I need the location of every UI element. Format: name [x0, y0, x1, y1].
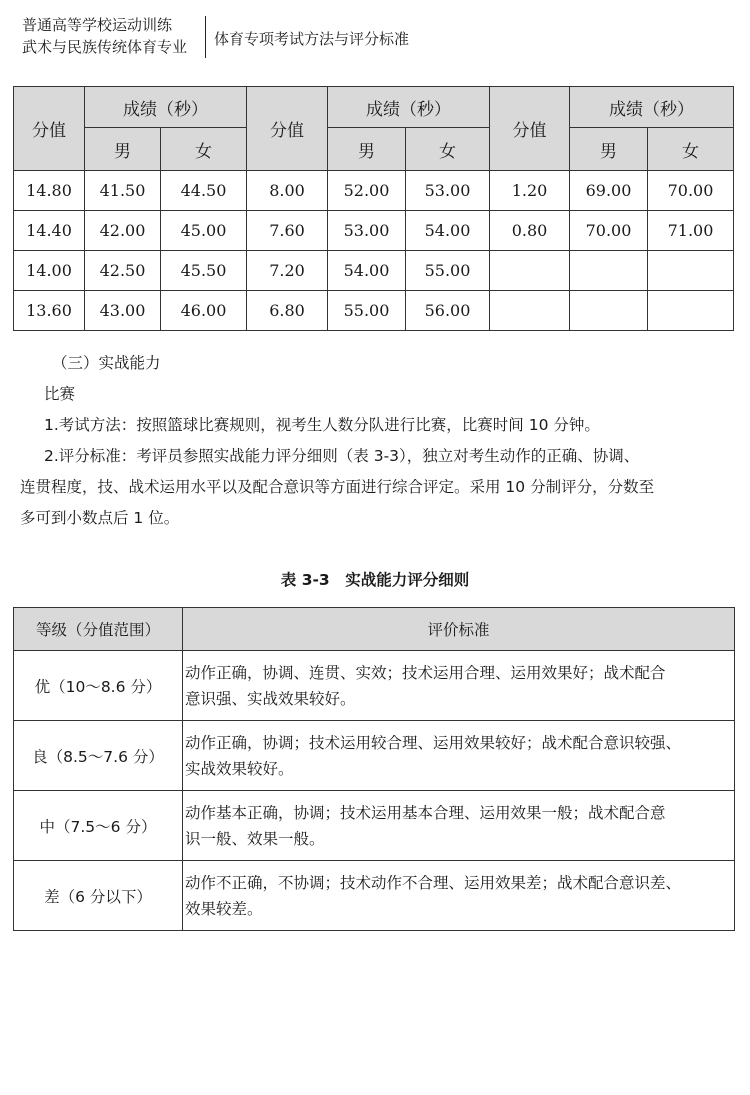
table-cell: 55.00: [406, 251, 490, 291]
header-result: 成绩（秒）: [85, 87, 247, 128]
header-female: 女: [406, 128, 490, 171]
standard-line: 动作正确，协调；技术运用较合理、运用效果较好；战术配合意识较强、: [185, 733, 682, 752]
table-cell: 7.60: [247, 211, 328, 251]
standard-line: 动作基本正确，协调；技术运用基本合理、运用效果一般；战术配合意: [185, 803, 666, 822]
table-cell: 55.00: [328, 291, 406, 331]
table-cell: 14.40: [14, 211, 85, 251]
table-cell: 43.00: [85, 291, 161, 331]
table-cell: [490, 251, 570, 291]
table-cell: 0.80: [490, 211, 570, 251]
table-cell: [570, 251, 648, 291]
section-heading: （三）实战能力: [52, 354, 161, 372]
page-header: [0, 0, 750, 68]
standard-cell: [183, 861, 735, 931]
book-series-title: [22, 14, 202, 58]
table-cell: 45.50: [161, 251, 247, 291]
standard-line: 效果较差。: [185, 899, 263, 918]
standard-cell: [183, 721, 735, 791]
evaluation-table: [13, 607, 735, 931]
table-cell: 52.00: [328, 171, 406, 211]
standard-line: 动作不正确，不协调；技术动作不合理、运用效果差；战术配合意识差、: [185, 873, 682, 892]
header-male: 男: [85, 128, 161, 171]
table-cell: [490, 291, 570, 331]
table-row: [14, 791, 735, 861]
header-male: 男: [328, 128, 406, 171]
table-cell: 41.50: [85, 171, 161, 211]
table-cell: 56.00: [406, 291, 490, 331]
criteria-paragraph-line: 连贯程度，技、战术运用水平以及配合意识等方面进行综合评定。采用 10 分制评分，分数至: [20, 478, 655, 496]
table-cell: [648, 251, 734, 291]
method-paragraph: 1.考试方法：按照篮球比赛规则，视考生人数分队进行比赛，比赛时间 10 分钟。: [44, 416, 600, 434]
table-cell: 14.00: [14, 251, 85, 291]
criteria-paragraph-line: 2.评分标准：考评员参照实战能力评分细则（表 3-3），独立对考生动作的正确、协调、: [44, 447, 640, 465]
table-cell: 53.00: [406, 171, 490, 211]
table-caption: 表 3-3 实战能力评分细则: [280, 571, 470, 589]
table-cell: 13.60: [14, 291, 85, 331]
table-row: [14, 171, 734, 211]
table-cell: 54.00: [328, 251, 406, 291]
level-cell: 良（8.5～7.6 分）: [14, 721, 183, 791]
criteria-paragraph-line: 多可到小数点后 1 位。: [20, 509, 180, 527]
table-cell: [570, 291, 648, 331]
table-cell: 1.20: [490, 171, 570, 211]
table-cell: 53.00: [328, 211, 406, 251]
chapter-title: 体育专项考试方法与评分标准: [214, 30, 410, 48]
standard-cell: [183, 791, 735, 861]
table-row: [14, 651, 735, 721]
table-row: [14, 721, 735, 791]
table-cell: 71.00: [648, 211, 734, 251]
table-cell: [648, 291, 734, 331]
header-female: 女: [648, 128, 734, 171]
level-cell: 优（10～8.6 分）: [14, 651, 183, 721]
table-cell: 70.00: [648, 171, 734, 211]
standard-line: 意识强、实战效果较好。: [185, 689, 356, 708]
header-male: 男: [570, 128, 648, 171]
table-cell: 42.50: [85, 251, 161, 291]
score-table: [13, 86, 734, 331]
table-cell: 69.00: [570, 171, 648, 211]
table-cell: 14.80: [14, 171, 85, 211]
table-cell: 54.00: [406, 211, 490, 251]
level-cell: 中（7.5～6 分）: [14, 791, 183, 861]
standard-line: 动作正确，协调、连贯、实效；技术运用合理、运用效果好；战术配合: [185, 663, 666, 682]
table-cell: 6.80: [247, 291, 328, 331]
header-score: 分值: [247, 87, 328, 171]
table-cell: 44.50: [161, 171, 247, 211]
header-result: 成绩（秒）: [328, 87, 490, 128]
header-standard: 评价标准: [183, 608, 735, 651]
table-cell: 7.20: [247, 251, 328, 291]
header-score: 分值: [490, 87, 570, 171]
table-cell: 46.00: [161, 291, 247, 331]
section-subheading: 比赛: [44, 385, 76, 403]
table-cell: 8.00: [247, 171, 328, 211]
table-cell: 70.00: [570, 211, 648, 251]
section-body: [20, 348, 732, 534]
table-row: [14, 291, 734, 331]
table-cell: 45.00: [161, 211, 247, 251]
table-row: [14, 861, 735, 931]
series-title-line1: 普通高等学校运动训练: [22, 16, 173, 34]
level-cell: 差（6 分以下）: [14, 861, 183, 931]
table-cell: 42.00: [85, 211, 161, 251]
table-row: [14, 251, 734, 291]
header-score: 分值: [14, 87, 85, 171]
series-title-line2: 武术与民族传统体育专业: [22, 38, 188, 56]
header-divider: [205, 16, 206, 58]
table-row: [14, 211, 734, 251]
header-result: 成绩（秒）: [570, 87, 734, 128]
header-female: 女: [161, 128, 247, 171]
header-level: 等级（分值范围）: [14, 608, 183, 651]
standard-line: 实战效果较好。: [185, 759, 294, 778]
standard-cell: [183, 651, 735, 721]
standard-line: 识一般、效果一般。: [185, 829, 325, 848]
